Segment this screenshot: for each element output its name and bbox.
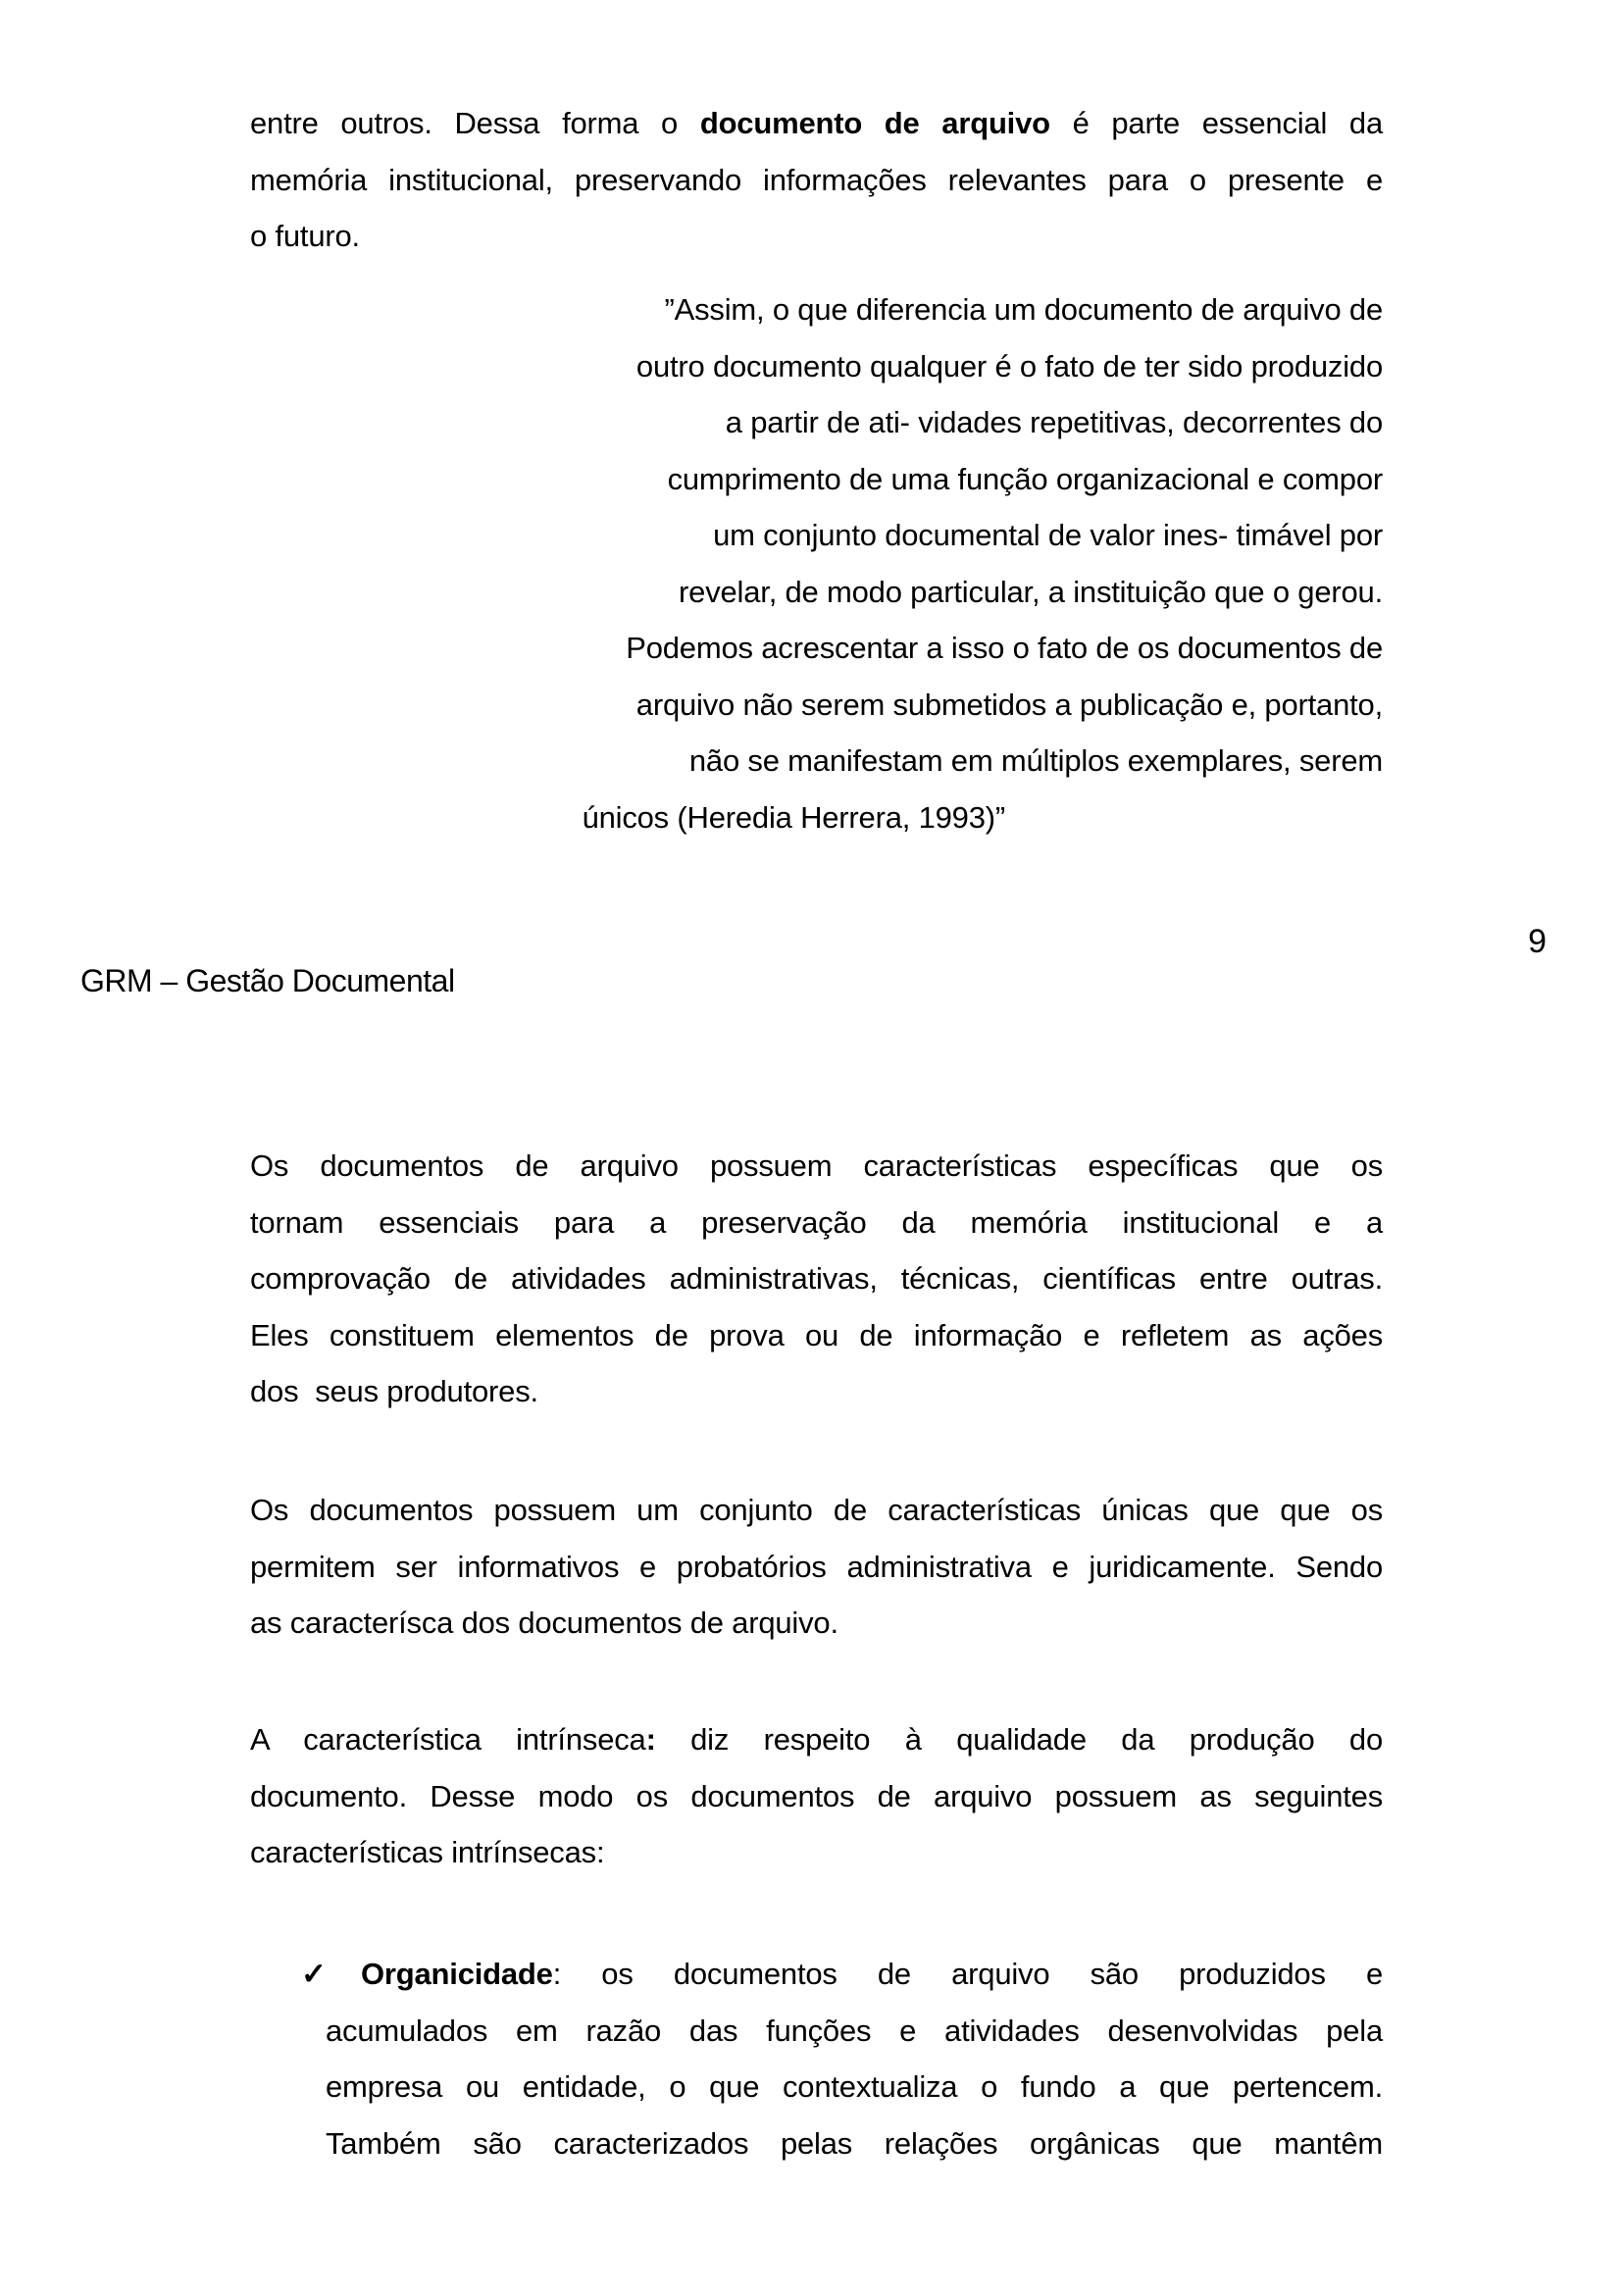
text-line (250, 2116, 1383, 2172)
text-line (250, 208, 1383, 265)
bullet-item-organicidade (250, 1946, 1383, 2171)
text-segment: não se manifestam em múltiplos exemplares, serem (688, 743, 1383, 778)
text-segment: permitem ser informativos e probatórios administrativa e juridicamente. Sendo (250, 1549, 1383, 1584)
text-line (250, 1482, 1383, 1539)
text-line (250, 1824, 1383, 1881)
paragraph-conjunto-caracteristicas (250, 1482, 1383, 1652)
text-line (250, 507, 1383, 564)
text-segment: um conjunto documental de valor ines- timável por (713, 518, 1383, 552)
text-line (250, 394, 1383, 451)
text-segment: características intrínsecas: (250, 1835, 605, 1869)
bold-text-segment: : (645, 1722, 656, 1757)
text-line (250, 620, 1383, 677)
text-line (250, 1768, 1383, 1825)
text-line (250, 338, 1383, 395)
text-segment: empresa ou entidade, o que contextualiza o fundo a que pertencem. (326, 2069, 1383, 2104)
text-line (250, 1539, 1383, 1596)
text-segment: cumprimento de uma função organizacional e compor (667, 461, 1383, 496)
bold-text-segment: documento de arquivo (699, 106, 1050, 140)
text-segment: as caracterísca dos documentos de arquivo. (250, 1606, 838, 1640)
text-segment: acumulados em razão das funções e atividades desenvolvidas pela (326, 2013, 1383, 2048)
text-line (250, 95, 1383, 152)
text-line (250, 1595, 1383, 1652)
checkmark-bullet-icon: ✓ (301, 1957, 327, 1991)
text-segment: entre outros. Dessa forma o (250, 106, 700, 140)
text-line (250, 1363, 1383, 1420)
text-line (250, 1195, 1383, 1251)
paragraph-caracteristica-intrinseca (250, 1711, 1383, 1881)
text-line (250, 152, 1383, 209)
text-segment: A característica intrínseca (250, 1722, 646, 1757)
text-segment: únicos (Heredia Herrera, 1993)” (582, 799, 1005, 835)
paragraph-caracteristicas-especificas (250, 1138, 1383, 1420)
text-segment: comprovação de atividades administrativas, técnicas, científicas entre outras. (250, 1261, 1383, 1296)
text-segment: é parte essencial da (1049, 106, 1383, 140)
page-number: 9 (1528, 923, 1547, 960)
text-line (250, 733, 1383, 790)
text-line (250, 790, 1383, 846)
text-line (250, 1307, 1383, 1364)
text-segment: Eles constituem elementos de prova ou de informação e refletem as ações (250, 1317, 1383, 1352)
text-line (250, 451, 1383, 508)
text-segment: Os documentos de arquivo possuem características específicas que os (250, 1148, 1383, 1183)
text-segment: arquivo não serem submetidos a publicação e, portanto, (635, 687, 1383, 722)
text-segment: Também são caracterizados pelas relações orgânicas que mantêm (326, 2125, 1383, 2161)
text-line (250, 1711, 1383, 1768)
text-segment: tornam essenciais para a preservação da memória institucional e a (250, 1204, 1383, 1240)
text-line (250, 2059, 1383, 2116)
text-segment: revelar, de modo particular, a instituição que o gerou. (679, 574, 1383, 609)
text-segment: a partir de ati- vidades repetitivas, decorrentes do (725, 405, 1383, 439)
text-segment: : os documentos de arquivo são produzidos e (552, 1957, 1383, 1991)
text-segment: dos seus produtores. (250, 1374, 538, 1408)
text-segment: ”Assim, o que diferencia um documento de arquivo de (664, 292, 1383, 327)
text-segment: o futuro. (250, 219, 360, 253)
text-line (250, 2003, 1383, 2060)
text-line (250, 281, 1383, 338)
bold-text-segment: Organicidade (361, 1957, 553, 1991)
text-line (250, 1138, 1383, 1195)
text-line (250, 1946, 1383, 2003)
footer-course-title: GRM – Gestão Documental (80, 963, 455, 998)
text-segment: memória institucional, preservando informações relevantes para o presente e (250, 162, 1383, 197)
text-segment: Os documentos possuem um conjunto de características únicas que que os (250, 1493, 1383, 1527)
text-line (250, 564, 1383, 621)
text-line (250, 1250, 1383, 1307)
text-segment: Podemos acrescentar a isso o fato de os documentos de (626, 631, 1383, 665)
text-segment: diz respeito à qualidade da produção do (655, 1722, 1383, 1757)
text-segment: documento. Desse modo os documentos de arquivo possuem as seguintes (250, 1778, 1383, 1813)
text-line (250, 677, 1383, 734)
text-segment: outro documento qualquer é o fato de ter sido produzido (635, 348, 1383, 383)
block-quote-heredia-herrera (250, 281, 1383, 845)
opening-paragraph (250, 95, 1383, 265)
